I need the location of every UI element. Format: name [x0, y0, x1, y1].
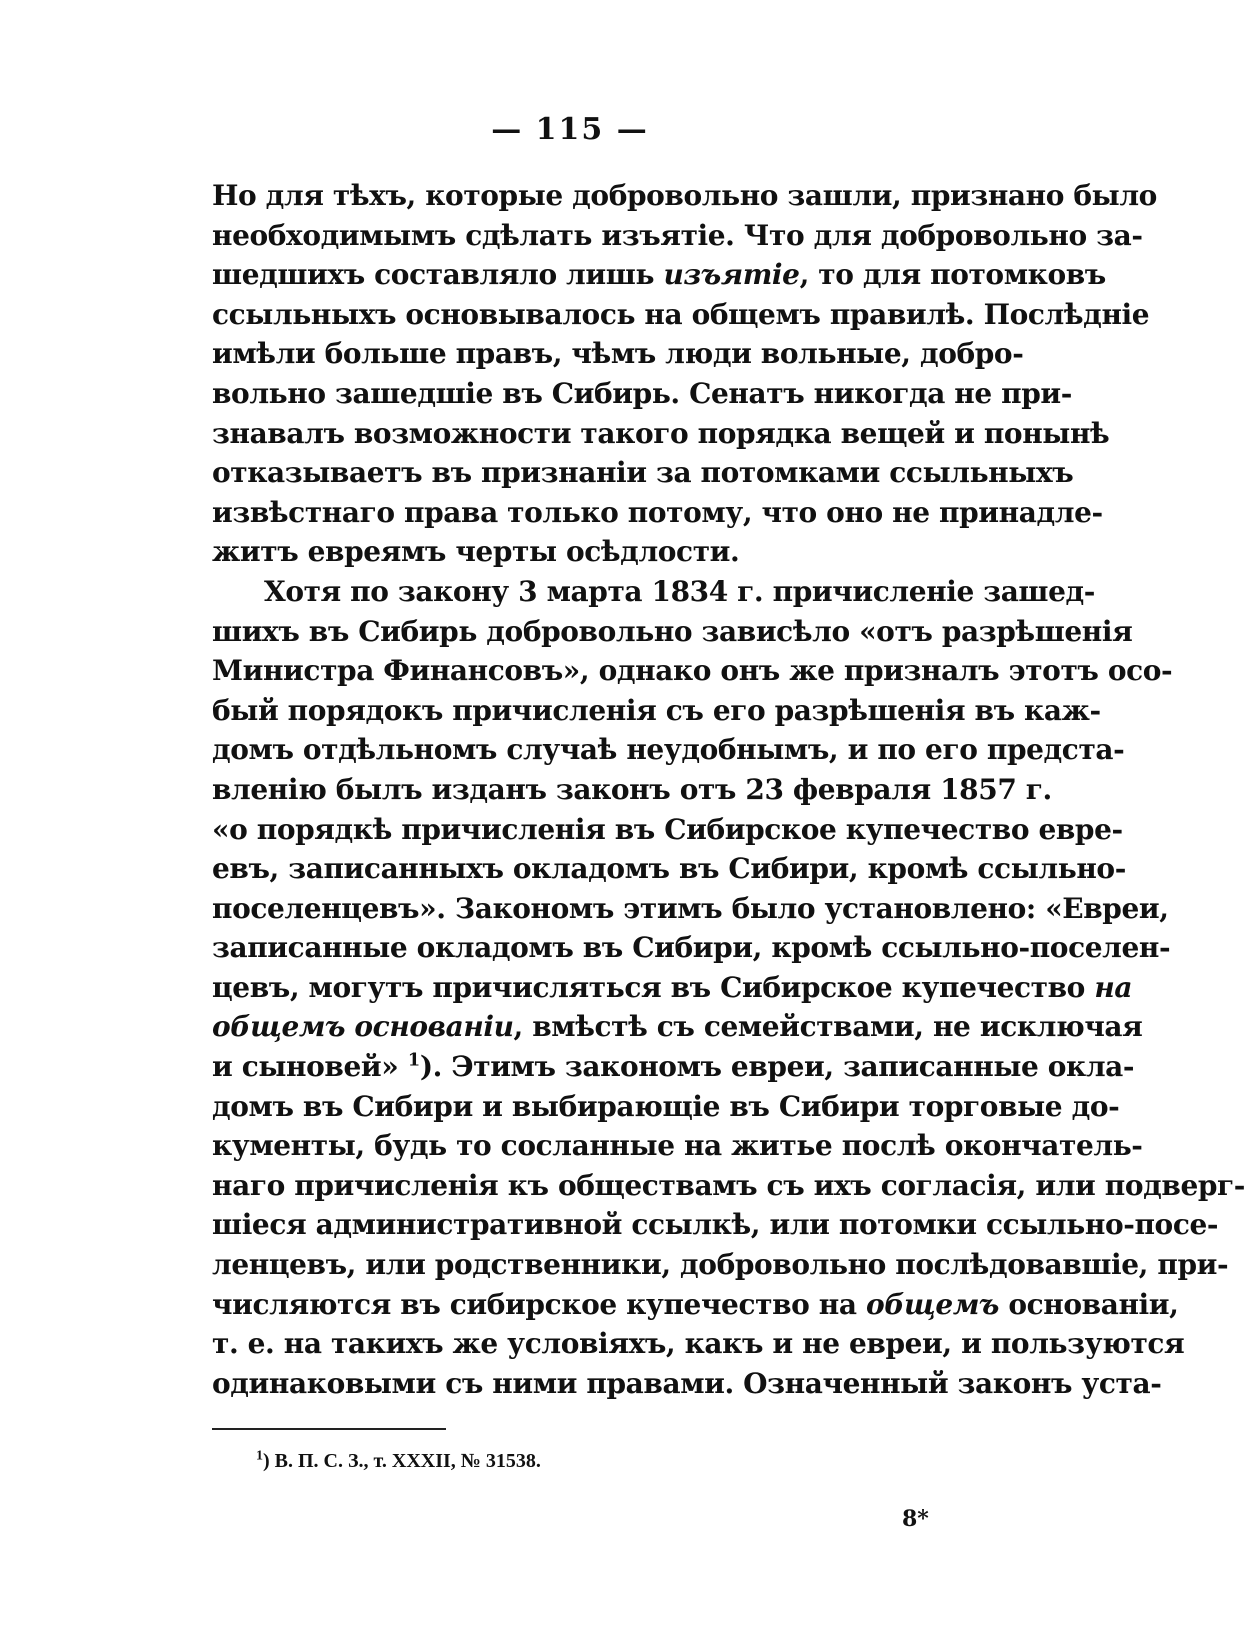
text-line: Но для тѣхъ, которые добровольно зашли, признано было	[212, 179, 1157, 212]
text-line: записанные окладомъ въ Сибири, кромѣ ссыльно-поселен-	[212, 931, 1171, 965]
text-line: знавалъ возможности такого порядка вещей и понынѣ	[212, 416, 1110, 450]
page-number: — 115 —	[491, 112, 649, 147]
text-line	[212, 1047, 1135, 1087]
text-line	[212, 1285, 1179, 1325]
text-line	[212, 1007, 1143, 1047]
text-line: т. е. на такихъ же условіяхъ, какъ и не евреи, и пользуются	[212, 1327, 1185, 1361]
text-line: житъ евреямъ черты осѣдлости.	[212, 535, 740, 569]
italic-emphasis: общемъ основаніи	[212, 1010, 514, 1044]
text-line: Министра Финансовъ», однако онъ же призналъ этотъ осо-	[212, 654, 1173, 688]
text-line	[212, 968, 1133, 1008]
text-line: евъ, записанныхъ окладомъ въ Сибири, кромѣ ссыльно-	[212, 852, 1126, 886]
footnote-text: ) В. П. С. З., т. XXXII, № 31538.	[263, 1450, 541, 1472]
text-line: бый порядокъ причисленія съ его разрѣшенія въ каж-	[212, 693, 1101, 727]
text-line: поселенцевъ». Закономъ этимъ было установлено: «Евреи,	[212, 891, 1169, 925]
text-segment: ). Этимъ закономъ евреи, записанные окла-	[419, 1050, 1135, 1084]
text-segment: шедшихъ составляло лишь	[212, 258, 655, 292]
text-segment: и сыновей»	[212, 1050, 399, 1084]
italic-emphasis: общемъ	[865, 1287, 1000, 1321]
text-line: вольно зашедшіе въ Сибирь. Сенатъ никогда не при-	[212, 376, 1073, 410]
text-line: вленію былъ изданъ законъ отъ 23 февраля 1857 г.	[212, 772, 1052, 806]
text-line: необходимымъ сдѣлать изъятіе. Что для добровольно за-	[212, 218, 1143, 252]
footnote-divider	[212, 1428, 446, 1430]
text-line: шіеся административной ссылкѣ, или потомки ссыльно-посе-	[212, 1208, 1219, 1242]
text-line: домъ въ Сибири и выбирающіе въ Сибири торговые до-	[212, 1089, 1120, 1123]
text-line: одинаковыми съ ними правами. Означенный законъ уста-	[212, 1366, 1162, 1400]
text-segment: , то для потомковъ	[799, 258, 1106, 292]
footnote	[256, 1450, 541, 1473]
text-line: имѣли больше правъ, чѣмъ люди вольные, добро-	[212, 337, 1024, 371]
text-segment: основаніи,	[1008, 1287, 1179, 1321]
signature-mark: 8*	[902, 1506, 929, 1532]
text-line: шихъ въ Сибирь добровольно зависѣло «отъ разрѣшенія	[212, 614, 1133, 648]
footnote-marker: 1	[256, 1448, 263, 1464]
body-text	[212, 176, 1245, 1403]
text-segment: числяются въ сибирское купечество на	[212, 1287, 857, 1321]
text-line: ссыльныхъ основывалось на общемъ правилѣ. Послѣдніе	[212, 297, 1150, 331]
text-segment: , вмѣстѣ съ семействами, не исключая	[513, 1010, 1143, 1044]
text-line: наго причисленія къ обществамъ съ ихъ согласія, или подверг-	[212, 1168, 1245, 1202]
text-line: отказываетъ въ признаніи за потомками ссыльныхъ	[212, 456, 1074, 490]
text-line	[212, 255, 1106, 295]
text-line: домъ отдѣльномъ случаѣ неудобнымъ, и по его предста-	[212, 733, 1125, 767]
text-line: «о порядкѣ причисленія въ Сибирское купечество евре-	[212, 812, 1123, 846]
italic-emphasis: на	[1094, 970, 1133, 1004]
text-line: Хотя по закону 3 марта 1834 г. причисленіе зашед-	[264, 574, 1096, 608]
italic-emphasis: изъятіе	[663, 258, 800, 292]
text-line: ленцевъ, или родственники, добровольно послѣдовавшіе, при-	[212, 1248, 1229, 1282]
text-line: извѣстнаго права только потому, что оно не принадле-	[212, 495, 1103, 529]
text-line: кументы, будь то сосланные на житье послѣ окончатель-	[212, 1129, 1143, 1163]
footnote-reference: 1	[407, 1049, 420, 1071]
text-segment: цевъ, могутъ причисляться въ Сибирское купечество	[212, 970, 1085, 1004]
